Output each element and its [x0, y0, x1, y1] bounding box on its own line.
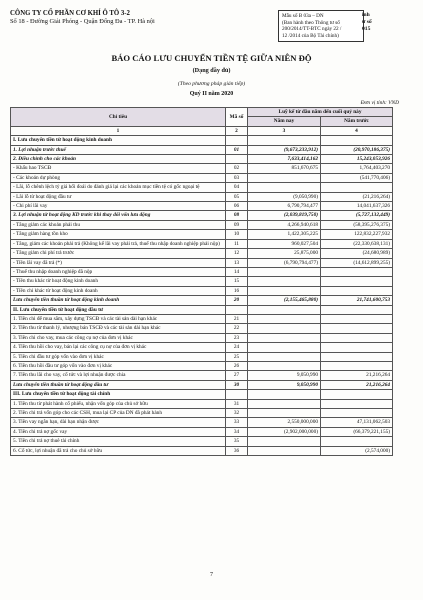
- table-row: [11, 352, 393, 361]
- row-code: 36: [226, 446, 248, 455]
- row-value-this-year: [248, 324, 321, 333]
- table-row: [11, 314, 393, 323]
- form-line-1: Mẫu số B 03a – DN: [282, 13, 324, 19]
- row-value-last-year: [321, 390, 393, 399]
- row-label: I. Lưu chuyển tiền từ hoạt động kinh doanh: [11, 136, 226, 145]
- table-row: [11, 343, 393, 352]
- overlapping-page-text: [362, 12, 372, 33]
- row-label: 3. Lợi nhuận từ hoạt động KD trước khi thay đổi vốn lưu động: [11, 211, 226, 220]
- row-code: 08: [226, 211, 248, 220]
- row-code: [226, 305, 248, 314]
- table-row: [11, 136, 393, 145]
- report-period: Quý II năm 2020: [189, 91, 234, 97]
- row-value-this-year: (2,902,000,000): [248, 427, 321, 436]
- row-value-this-year: (2,155,465,880): [248, 296, 321, 305]
- row-value-this-year: [248, 136, 321, 145]
- row-label: 1. Tiền thu từ phát hành cổ phiếu, nhận vốn góp của chủ sở hữu: [11, 399, 226, 408]
- table-row: [11, 371, 393, 380]
- row-label: 1. Tiền chi để mua sắm, xây dựng TSCĐ và các tài sản dài hạn khác: [11, 314, 226, 323]
- row-label: - Lãi, lỗ chênh lệch tỷ giá hối đoái do đánh giá lại các khoản mục tiền tệ có gốc ngoại tệ: [11, 183, 226, 192]
- row-value-this-year: [248, 183, 321, 192]
- table-row: [11, 258, 393, 267]
- edge-line-2: ư số: [362, 19, 372, 25]
- row-code: 25: [226, 352, 248, 361]
- row-code: 16: [226, 286, 248, 295]
- column-index-row: [11, 126, 393, 135]
- row-code: 24: [226, 343, 248, 352]
- cash-flow-rows: [11, 136, 393, 456]
- row-label: 2. Tiền chi trả vốn góp cho các CSH, mua lại CP của DN đã phát hành: [11, 409, 226, 418]
- row-code: 26: [226, 361, 248, 370]
- row-value-last-year: (66,379,221,155): [321, 427, 393, 436]
- table-row: [11, 361, 393, 370]
- row-value-last-year: [321, 324, 393, 333]
- row-label: - Tăng, giảm các khoản phải trả (Không kể lãi vay phải trả, thuế thu nhập doanh nghiệp phải nộp): [11, 239, 226, 248]
- row-label: 2. Tiền thu từ thanh lý, nhượng bán TSCĐ và các tài sản dài hạn khác: [11, 324, 226, 333]
- row-code: 31: [226, 399, 248, 408]
- row-value-this-year: 851,670,675: [248, 164, 321, 173]
- row-value-this-year: (6,790,794,477): [248, 258, 321, 267]
- form-line-3: 200/2014/TT-BTC ngày 22 /: [282, 26, 342, 33]
- row-label: 4. Tiền chi trả nợ gốc vay: [11, 427, 226, 436]
- company-name: CÔNG TY CỔ PHẦN CƠ KHÍ Ô TÔ 3-2: [10, 10, 130, 17]
- row-code: 15: [226, 277, 248, 286]
- row-value-this-year: 25,875,000: [248, 249, 321, 258]
- row-code: 12: [226, 249, 248, 258]
- table-row: [11, 296, 393, 305]
- row-value-this-year: (9,673,233,912): [248, 145, 321, 154]
- row-code: 10: [226, 230, 248, 239]
- form-line-4: 12 /2014 của Bộ Tài chính): [282, 32, 339, 39]
- row-code: [226, 155, 248, 164]
- row-value-last-year: 47,131,062,503: [321, 418, 393, 427]
- row-value-last-year: [321, 183, 393, 192]
- row-label: - Tăng giảm chi phí trả trước: [11, 249, 226, 258]
- row-label: 3. Tiền chi cho vay, mua các công cụ nợ của đơn vị khác: [11, 333, 226, 342]
- row-code: 35: [226, 437, 248, 446]
- table-row: [11, 173, 393, 182]
- report-title: BÁO CÁO LƯU CHUYỂN TIỀN TỆ GIỮA NIÊN ĐỘ: [111, 53, 312, 63]
- row-label: 3. Tiền vay ngắn hạn, dài hạn nhận được: [11, 418, 226, 427]
- row-code: 34: [226, 427, 248, 436]
- row-value-last-year: (14,612,899,255): [321, 258, 393, 267]
- row-label: - Tăng giảm hàng tồn kho: [11, 230, 226, 239]
- row-label: - Thuế thu nhập doanh nghiệp đã nộp: [11, 267, 226, 276]
- table-row: [11, 390, 393, 399]
- header-indicator: Chỉ tiêu: [11, 108, 226, 127]
- row-code: 11: [226, 239, 248, 248]
- row-value-this-year: 2,550,000,000: [248, 418, 321, 427]
- row-label: - Tiền lãi vay đã trả (*): [11, 258, 226, 267]
- row-value-last-year: [321, 277, 393, 286]
- row-value-last-year: [321, 343, 393, 352]
- form-line-2: (Ban hành theo Thông tư số: [282, 19, 340, 26]
- table-row: [11, 427, 393, 436]
- row-label: III. Lưu chuyển tiền từ hoạt động tài chính: [11, 390, 226, 399]
- page-number: 7: [210, 572, 213, 578]
- row-value-this-year: [248, 343, 321, 352]
- row-label: 6. Cổ tức, lợi nhuận đã trả cho chủ sở hữu: [11, 446, 226, 455]
- row-value-this-year: 960,027,504: [248, 239, 321, 248]
- table-row: [11, 277, 393, 286]
- table-row: [11, 380, 393, 389]
- table-row: [11, 220, 393, 229]
- table-row: [11, 409, 393, 418]
- row-label: II. Lưu chuyển tiền từ hoạt động đầu tư: [11, 305, 226, 314]
- row-value-last-year: (541,770,406): [321, 173, 393, 182]
- row-code: 01: [226, 145, 248, 154]
- table-row: [11, 202, 393, 211]
- row-value-last-year: [321, 314, 393, 323]
- row-value-this-year: [248, 361, 321, 370]
- row-value-last-year: (2,574,000): [321, 446, 393, 455]
- row-code: 32: [226, 409, 248, 418]
- row-value-this-year: [248, 399, 321, 408]
- row-value-last-year: 122,832,227,932: [321, 230, 393, 239]
- table-row: [11, 164, 393, 173]
- row-value-this-year: [248, 390, 321, 399]
- row-value-this-year: 6,790,794,477: [248, 202, 321, 211]
- row-value-last-year: [321, 333, 393, 342]
- row-value-last-year: 21,216,264: [321, 371, 393, 380]
- edge-line-3: 015: [362, 26, 371, 32]
- row-label: Lưu chuyển tiền thuần từ hoạt động kinh doanh: [11, 296, 226, 305]
- header-this-year: Năm nay: [248, 117, 321, 126]
- row-value-last-year: (20,970,186,375): [321, 145, 393, 154]
- row-value-this-year: 1,422,305,225: [248, 230, 321, 239]
- row-label: - Lãi lỗ từ hoạt động đầu tư: [11, 192, 226, 201]
- table-row: [11, 437, 393, 446]
- row-value-this-year: [248, 437, 321, 446]
- row-code: 06: [226, 202, 248, 211]
- row-value-last-year: 14,041,637,326: [321, 202, 393, 211]
- row-value-last-year: 1,764,403,270: [321, 164, 393, 173]
- row-value-last-year: (24,680,989): [321, 249, 393, 258]
- form-number-box: [278, 10, 364, 42]
- row-value-last-year: [321, 409, 393, 418]
- index-cell: 3: [248, 126, 321, 135]
- table-row: [11, 145, 393, 154]
- index-cell: 2: [226, 126, 248, 135]
- edge-line-1: inh: [362, 12, 370, 18]
- row-label: Lưu chuyển tiền thuần từ hoạt động đầu tư: [11, 380, 226, 389]
- table-row: [11, 230, 393, 239]
- row-code: [226, 136, 248, 145]
- row-value-this-year: [248, 446, 321, 455]
- row-label: - Khấu hao TSCĐ: [11, 164, 226, 173]
- table-row: [11, 192, 393, 201]
- row-label: 5. Tiền chi trả nợ thuê tài chính: [11, 437, 226, 446]
- report-subtitle: (Dạng đầy đủ): [192, 67, 231, 74]
- table-row: [11, 399, 393, 408]
- row-code: 05: [226, 192, 248, 201]
- row-code: 03: [226, 173, 248, 182]
- row-value-this-year: [248, 173, 321, 182]
- header-last-year: Năm trước: [321, 117, 393, 126]
- table-row: [11, 286, 393, 295]
- report-method: (Theo phương pháp gián tiếp): [177, 81, 246, 87]
- row-value-this-year: [248, 277, 321, 286]
- row-code: 21: [226, 314, 248, 323]
- cash-flow-table: [10, 107, 393, 456]
- row-value-this-year: 9,050,990: [248, 380, 321, 389]
- table-row: [11, 211, 393, 220]
- table-row: [11, 418, 393, 427]
- row-value-this-year: [248, 352, 321, 361]
- table-row: [11, 324, 393, 333]
- row-code: 27: [226, 371, 248, 380]
- row-value-last-year: [321, 352, 393, 361]
- row-value-last-year: 21,216,264: [321, 380, 393, 389]
- row-label: - Tăng giảm các khoản phải thu: [11, 220, 226, 229]
- row-label: - Tiền thu khác từ hoạt động kinh doanh: [11, 277, 226, 286]
- row-value-this-year: 4,266,940,618: [248, 220, 321, 229]
- index-cell: 4: [321, 126, 393, 135]
- row-code: 30: [226, 380, 248, 389]
- row-value-last-year: [321, 399, 393, 408]
- row-value-this-year: [248, 333, 321, 342]
- row-code: 20: [226, 296, 248, 305]
- index-cell: 1: [11, 126, 226, 135]
- table-row: [11, 333, 393, 342]
- table-row: [11, 249, 393, 258]
- row-value-last-year: 15,243,053,926: [321, 155, 393, 164]
- row-value-last-year: (21,216,264): [321, 192, 393, 201]
- table-row: [11, 239, 393, 248]
- row-value-last-year: (22,330,638,131): [321, 239, 393, 248]
- row-code: 14: [226, 267, 248, 276]
- row-value-this-year: (2,039,819,750): [248, 211, 321, 220]
- row-value-this-year: (9,050,990): [248, 192, 321, 201]
- row-value-this-year: [248, 305, 321, 314]
- row-label: - Chi phí lãi vay: [11, 202, 226, 211]
- table-row: [11, 183, 393, 192]
- row-code: 04: [226, 183, 248, 192]
- row-value-last-year: (58,395,276,375): [321, 220, 393, 229]
- row-value-last-year: [321, 267, 393, 276]
- row-value-last-year: [321, 361, 393, 370]
- currency-unit: Đơn vị tính: VND: [360, 100, 399, 106]
- row-value-last-year: 21,741,600,753: [321, 296, 393, 305]
- row-value-last-year: (5,727,132,449): [321, 211, 393, 220]
- row-code: 02: [226, 164, 248, 173]
- row-value-this-year: [248, 409, 321, 418]
- table-row: [11, 446, 393, 455]
- table-row: [11, 305, 393, 314]
- row-code: 09: [226, 220, 248, 229]
- table-row: [11, 267, 393, 276]
- row-value-this-year: [248, 286, 321, 295]
- company-address: Số 18 - Đường Giải Phóng - Quận Đống Đa - TP. Hà nội: [10, 18, 155, 25]
- row-value-last-year: [321, 305, 393, 314]
- row-value-this-year: [248, 267, 321, 276]
- row-label: 4. Tiền thu hồi cho vay, bán lại các công cụ nợ của đơn vị khác: [11, 343, 226, 352]
- row-label: - Các khoản dự phòng: [11, 173, 226, 182]
- header-code: Mã số: [226, 108, 248, 127]
- row-label: 5. Tiền chi đầu tư góp vốn vào đơn vị khác: [11, 352, 226, 361]
- row-value-this-year: 7,633,414,162: [248, 155, 321, 164]
- row-code: 22: [226, 324, 248, 333]
- company-header: [10, 10, 155, 26]
- row-code: [226, 390, 248, 399]
- row-label: 6. Tiền thu hồi đầu tư góp vốn vào đơn vị khác: [11, 361, 226, 370]
- row-value-last-year: [321, 136, 393, 145]
- header-accumulated: Luỹ kế từ đầu năm đến cuối quý này: [248, 108, 393, 117]
- row-label: 2. Điều chỉnh cho các khoản: [11, 155, 226, 164]
- row-label: 7. Tiền thu lãi cho vay, cổ tức và lợi nhuận được chia: [11, 371, 226, 380]
- row-code: 13: [226, 258, 248, 267]
- row-value-last-year: [321, 437, 393, 446]
- row-code: 23: [226, 333, 248, 342]
- row-value-this-year: 9,050,990: [248, 371, 321, 380]
- row-value-last-year: [321, 286, 393, 295]
- table-row: [11, 155, 393, 164]
- row-label: 1. Lợi nhuận trước thuế: [11, 145, 226, 154]
- row-label: - Tiền chi khác từ hoạt động kinh doanh: [11, 286, 226, 295]
- row-value-this-year: [248, 314, 321, 323]
- row-code: 33: [226, 418, 248, 427]
